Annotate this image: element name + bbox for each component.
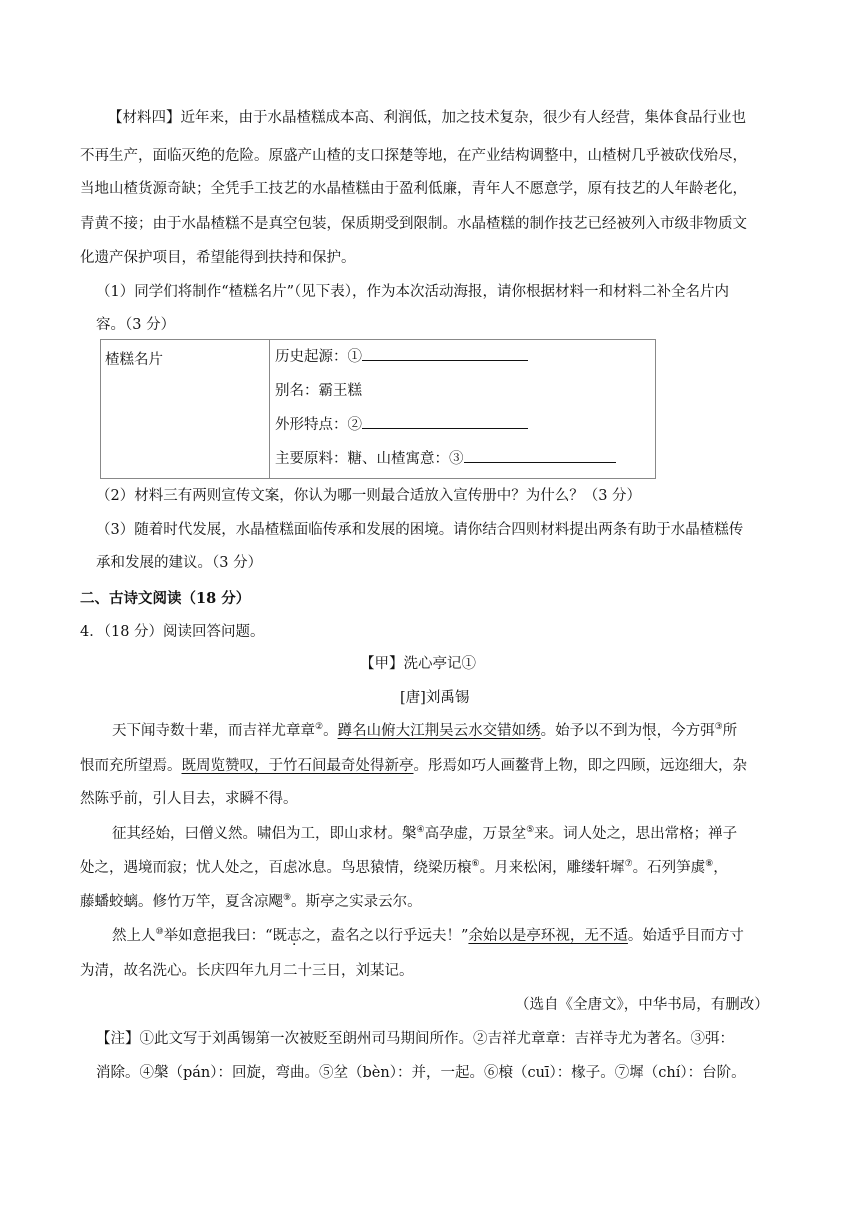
notes-line-1: 【注】①此文写于刘禹锡第一次被贬至朗州司马期间所作。②吉祥尤章章：吉祥寺尤为著名。③弭： bbox=[96, 1031, 734, 1047]
material4-line-5: 化遗产保护项目，希望能得到扶持和保护。 bbox=[80, 250, 356, 266]
card-row-alias: 别名：霸王糕 bbox=[275, 383, 362, 399]
notes-line-2: 消除。④槃（pán）：回旋，弯曲。⑤坌（bèn）：并，一起。⑥榱（cuī）：椽子。⑦墀（chí）：台阶。 bbox=[96, 1065, 746, 1081]
card-row-shape: 外形特点：② bbox=[270, 408, 655, 442]
card-row-material: 主要原料：糖、山楂寓意：③ bbox=[270, 442, 655, 476]
material4-line-3: 当地山楂货源奇缺；全凭手工技艺的水晶楂糕由于盈利低廉，青年人不愿意学，原有技艺的人年龄老化， bbox=[80, 181, 747, 197]
text-p1-line-1: 天下闻寺数十辈，而吉祥尤章章②。蹲名山俯大江荆吴云水交错如绣。始予以不到为恨，今方弭③所 bbox=[112, 722, 738, 739]
text-p2-line-1: 征其经始，曰僧义然。啸侣为工，即山求材。槃④高孕虚，万景坌⑤来。词人处之，思出常格；禅子 bbox=[112, 825, 738, 842]
text-p2-line-2: 处之，遇境而寂；忧人处之，百虑冰息。鸟思猿情，绕梁历榱⑥。月来松闲，雕缕轩墀⑦。石列笋虡⑧， bbox=[80, 859, 728, 876]
dotted-character-zhi: 志 bbox=[287, 928, 302, 944]
underlined-sentence-2: 既周览赞叹，于竹石间最奇处得新亭 bbox=[181, 758, 414, 774]
name-card-content-cell bbox=[270, 340, 656, 479]
footnote-marker: ⑧ bbox=[705, 859, 714, 870]
footnote-marker: ⑨ bbox=[283, 893, 292, 904]
question-3-line-1: （3）随着时代发展，水晶楂糕面临传承和发展的困境。请你结合四则材料提出两条有助于水晶楂糕传 bbox=[96, 522, 744, 538]
question-1-line-2: 容。（3 分） bbox=[96, 317, 176, 333]
poem-author: [唐]刘禹锡 bbox=[400, 690, 470, 706]
answer-blank-3[interactable] bbox=[464, 448, 616, 463]
name-card-label-cell bbox=[101, 340, 270, 479]
footnote-marker: ④ bbox=[416, 825, 425, 836]
text-p1-line-3: 然陈乎前，引人目去，求瞬不得。 bbox=[80, 791, 298, 807]
question-2: （2）材料三有两则宣传文案，你认为哪一则最合适放入宣传册中？为什么？（3 分） bbox=[96, 488, 642, 504]
question-1-line-1: （1）同学们将制作“楂糕名片”（见下表），作为本次活动海报，请你根据材料一和材料二补全名片内 bbox=[96, 284, 730, 300]
text-p2-line-3: 藤蟠蛟螭。修竹万竿，夏含凉飔⑨。斯亭之实录云尔。 bbox=[80, 893, 422, 910]
footnote-marker: ⑥ bbox=[471, 859, 480, 870]
footnote-marker: ③ bbox=[714, 722, 723, 733]
name-card-label: 楂糕名片 bbox=[105, 352, 163, 368]
footnote-marker: ⑦ bbox=[624, 859, 633, 870]
material4-line-1: 【材料四】近年来，由于水晶楂糕成本高、利润低，加之技术复杂，很少有人经营，集体食品行业也 bbox=[108, 110, 746, 126]
footnote-marker: ⑤ bbox=[526, 825, 535, 836]
material4-line-4: 青黄不接；由于水晶楂糕不是真空包装，保质期受到限制。水晶楂糕的制作技艺已经被列入市级非物质文 bbox=[80, 216, 747, 232]
name-card-table bbox=[100, 339, 656, 479]
poem-title: 【甲】洗心亭记① bbox=[360, 656, 476, 672]
answer-blank-2[interactable] bbox=[362, 414, 528, 429]
footnote-marker: ⑩ bbox=[155, 927, 164, 938]
section-heading: 二、古诗文阅读（18 分） bbox=[80, 590, 251, 607]
question-3-line-2: 承和发展的建议。（3 分） bbox=[96, 555, 263, 571]
footnote-marker: ② bbox=[315, 722, 324, 733]
dotted-character-hen: 恨 bbox=[642, 723, 657, 739]
question-4: 4．（18 分）阅读回答问题。 bbox=[80, 624, 265, 640]
poem-source: （选自《全唐文》，中华书局，有删改） bbox=[515, 997, 769, 1013]
text-p3-line-1: 然上人⑩举如意挹我曰：“既志之，盍名之以行乎远夫！”余始以是亭环视，无不适。始适乎目而方寸 bbox=[112, 927, 744, 944]
material4-tag: 【材料四】 bbox=[108, 110, 181, 126]
text-p1-line-2: 恨而充所望焉。既周览赞叹，于竹石间最奇处得新亭。彤焉如巧人画鳌背上物，即之四顾，远迩细大，杂 bbox=[80, 758, 747, 774]
underlined-sentence-3: 余始以是亭环视，无不适 bbox=[468, 928, 628, 944]
card-row-history: 历史起源：① bbox=[270, 340, 655, 374]
underlined-sentence-1: 蹲名山俯大江荆吴云水交错如绣 bbox=[337, 723, 541, 739]
text-p3-line-2: 为清，故名洗心。长庆四年九月二十三日，刘某记。 bbox=[80, 963, 414, 979]
material4-line-2: 不再生产，面临灭绝的危险。原盛产山楂的支口探楚等地，在产业结构调整中，山楂树几乎被砍伐殆尽， bbox=[80, 148, 747, 164]
answer-blank-1[interactable] bbox=[362, 346, 528, 361]
